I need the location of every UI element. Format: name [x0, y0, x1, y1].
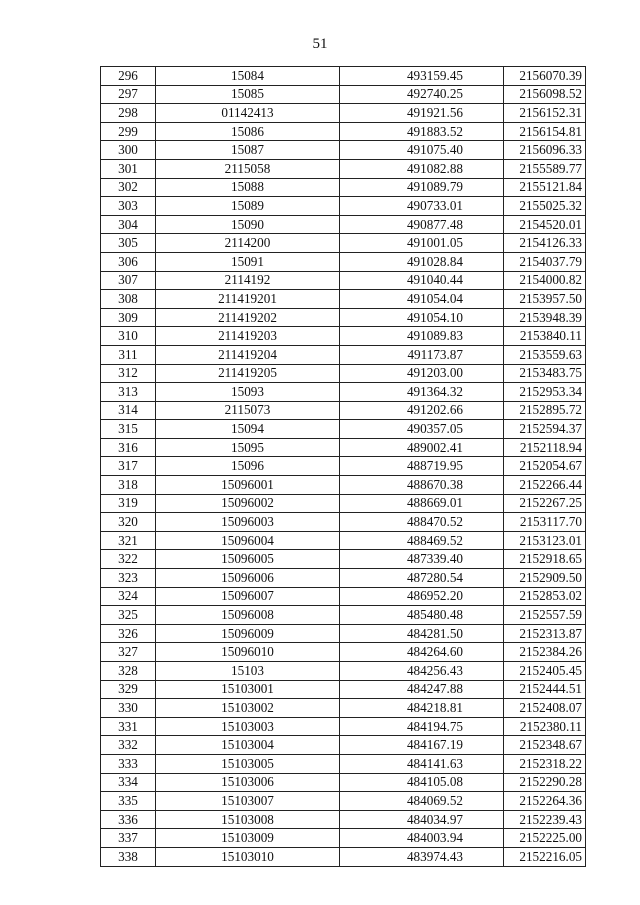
- point-id-cell: 15103009: [156, 829, 340, 848]
- table-row: [101, 531, 586, 550]
- y-coordinate-cell: 2152853.02: [504, 587, 586, 606]
- point-number-cell: 334: [101, 773, 156, 792]
- table-row: [101, 457, 586, 476]
- point-number-cell: 320: [101, 513, 156, 532]
- point-id-cell: 15089: [156, 197, 340, 216]
- point-id-cell: 15103007: [156, 792, 340, 811]
- x-coordinate-cell: 484247.88: [340, 680, 504, 699]
- x-coordinate-cell: 484003.94: [340, 829, 504, 848]
- point-id-cell: 15096009: [156, 624, 340, 643]
- table-row: [101, 438, 586, 457]
- x-coordinate-cell: 491089.79: [340, 178, 504, 197]
- table-row: [101, 141, 586, 160]
- x-coordinate-cell: 491883.52: [340, 122, 504, 141]
- table-row: [101, 606, 586, 625]
- table-row: [101, 680, 586, 699]
- x-coordinate-cell: 484218.81: [340, 699, 504, 718]
- page-number: 51: [312, 36, 328, 52]
- point-id-cell: 15088: [156, 178, 340, 197]
- point-id-cell: 211419203: [156, 327, 340, 346]
- x-coordinate-cell: 491203.00: [340, 364, 504, 383]
- x-coordinate-cell: 484281.50: [340, 624, 504, 643]
- x-coordinate-cell: 488469.52: [340, 531, 504, 550]
- x-coordinate-cell: 490877.48: [340, 215, 504, 234]
- y-coordinate-cell: 2154520.01: [504, 215, 586, 234]
- point-id-cell: 15086: [156, 122, 340, 141]
- y-coordinate-cell: 2156096.33: [504, 141, 586, 160]
- x-coordinate-cell: 483974.43: [340, 847, 504, 866]
- y-coordinate-cell: 2152405.45: [504, 662, 586, 681]
- point-number-cell: 325: [101, 606, 156, 625]
- y-coordinate-cell: 2152348.67: [504, 736, 586, 755]
- y-coordinate-cell: 2156152.31: [504, 104, 586, 123]
- point-id-cell: 211419204: [156, 345, 340, 364]
- point-id-cell: 15103010: [156, 847, 340, 866]
- point-id-cell: 15090: [156, 215, 340, 234]
- table-row: [101, 810, 586, 829]
- x-coordinate-cell: 487339.40: [340, 550, 504, 569]
- point-id-cell: 15103001: [156, 680, 340, 699]
- table-row: [101, 643, 586, 662]
- x-coordinate-cell: 485480.48: [340, 606, 504, 625]
- table-row: [101, 550, 586, 569]
- point-id-cell: 01142413: [156, 104, 340, 123]
- point-id-cell: 211419205: [156, 364, 340, 383]
- y-coordinate-cell: 2155589.77: [504, 159, 586, 178]
- x-coordinate-cell: 488719.95: [340, 457, 504, 476]
- x-coordinate-cell: 491054.10: [340, 308, 504, 327]
- point-id-cell: 15096002: [156, 494, 340, 513]
- y-coordinate-cell: 2152054.67: [504, 457, 586, 476]
- x-coordinate-cell: 491075.40: [340, 141, 504, 160]
- y-coordinate-cell: 2152384.26: [504, 643, 586, 662]
- table-row: [101, 252, 586, 271]
- table-row: [101, 829, 586, 848]
- x-coordinate-cell: 488670.38: [340, 476, 504, 495]
- point-id-cell: 15091: [156, 252, 340, 271]
- y-coordinate-cell: 2153840.11: [504, 327, 586, 346]
- y-coordinate-cell: 2152225.00: [504, 829, 586, 848]
- point-number-cell: 329: [101, 680, 156, 699]
- point-number-cell: 316: [101, 438, 156, 457]
- table-row: [101, 717, 586, 736]
- x-coordinate-cell: 486952.20: [340, 587, 504, 606]
- x-coordinate-cell: 484194.75: [340, 717, 504, 736]
- table-row: [101, 847, 586, 866]
- x-coordinate-cell: 491089.83: [340, 327, 504, 346]
- point-number-cell: 310: [101, 327, 156, 346]
- point-id-cell: 15096001: [156, 476, 340, 495]
- table-row: [101, 290, 586, 309]
- table-row: [101, 494, 586, 513]
- table-row: [101, 271, 586, 290]
- point-number-cell: 327: [101, 643, 156, 662]
- x-coordinate-cell: 490733.01: [340, 197, 504, 216]
- table-row: [101, 792, 586, 811]
- point-number-cell: 298: [101, 104, 156, 123]
- point-number-cell: 304: [101, 215, 156, 234]
- y-coordinate-cell: 2152318.22: [504, 754, 586, 773]
- point-id-cell: 15096006: [156, 569, 340, 588]
- table-row: [101, 754, 586, 773]
- y-coordinate-cell: 2153948.39: [504, 308, 586, 327]
- point-number-cell: 335: [101, 792, 156, 811]
- y-coordinate-cell: 2152216.05: [504, 847, 586, 866]
- point-id-cell: 15087: [156, 141, 340, 160]
- point-id-cell: 2114200: [156, 234, 340, 253]
- x-coordinate-cell: 487280.54: [340, 569, 504, 588]
- point-id-cell: 2114192: [156, 271, 340, 290]
- table-row: [101, 327, 586, 346]
- table-row: [101, 773, 586, 792]
- point-number-cell: 336: [101, 810, 156, 829]
- point-number-cell: 332: [101, 736, 156, 755]
- y-coordinate-cell: 2152953.34: [504, 383, 586, 402]
- point-number-cell: 297: [101, 85, 156, 104]
- y-coordinate-cell: 2154126.33: [504, 234, 586, 253]
- table-row: [101, 104, 586, 123]
- point-number-cell: 338: [101, 847, 156, 866]
- table-row: [101, 587, 586, 606]
- point-id-cell: 15085: [156, 85, 340, 104]
- coordinates-table-body: [101, 67, 586, 867]
- table-row: [101, 699, 586, 718]
- y-coordinate-cell: 2152118.94: [504, 438, 586, 457]
- table-row: [101, 662, 586, 681]
- point-id-cell: 15093: [156, 383, 340, 402]
- table-row: [101, 513, 586, 532]
- x-coordinate-cell: 491364.32: [340, 383, 504, 402]
- table-row: [101, 383, 586, 402]
- point-number-cell: 319: [101, 494, 156, 513]
- table-row: [101, 197, 586, 216]
- point-number-cell: 296: [101, 67, 156, 86]
- table-row: [101, 476, 586, 495]
- y-coordinate-cell: 2152557.59: [504, 606, 586, 625]
- point-number-cell: 324: [101, 587, 156, 606]
- point-id-cell: 15096010: [156, 643, 340, 662]
- point-id-cell: 15103003: [156, 717, 340, 736]
- x-coordinate-cell: 484141.63: [340, 754, 504, 773]
- x-coordinate-cell: 491028.84: [340, 252, 504, 271]
- x-coordinate-cell: 484105.08: [340, 773, 504, 792]
- point-number-cell: 337: [101, 829, 156, 848]
- point-number-cell: 311: [101, 345, 156, 364]
- x-coordinate-cell: 484167.19: [340, 736, 504, 755]
- x-coordinate-cell: 488669.01: [340, 494, 504, 513]
- x-coordinate-cell: 484264.60: [340, 643, 504, 662]
- x-coordinate-cell: 491001.05: [340, 234, 504, 253]
- point-id-cell: 2115073: [156, 401, 340, 420]
- point-id-cell: 15096004: [156, 531, 340, 550]
- y-coordinate-cell: 2153483.75: [504, 364, 586, 383]
- point-number-cell: 300: [101, 141, 156, 160]
- point-number-cell: 313: [101, 383, 156, 402]
- y-coordinate-cell: 2154000.82: [504, 271, 586, 290]
- point-number-cell: 312: [101, 364, 156, 383]
- point-number-cell: 308: [101, 290, 156, 309]
- point-number-cell: 328: [101, 662, 156, 681]
- x-coordinate-cell: 491040.44: [340, 271, 504, 290]
- y-coordinate-cell: 2156070.39: [504, 67, 586, 86]
- point-number-cell: 330: [101, 699, 156, 718]
- table-row: [101, 159, 586, 178]
- point-number-cell: 333: [101, 754, 156, 773]
- point-id-cell: 15103005: [156, 754, 340, 773]
- y-coordinate-cell: 2153559.63: [504, 345, 586, 364]
- x-coordinate-cell: 484069.52: [340, 792, 504, 811]
- table-row: [101, 736, 586, 755]
- y-coordinate-cell: 2156154.81: [504, 122, 586, 141]
- table-row: [101, 420, 586, 439]
- table-row: [101, 345, 586, 364]
- y-coordinate-cell: 2156098.52: [504, 85, 586, 104]
- table-row: [101, 569, 586, 588]
- point-number-cell: 309: [101, 308, 156, 327]
- table-row: [101, 178, 586, 197]
- table-row: [101, 308, 586, 327]
- point-id-cell: 15103004: [156, 736, 340, 755]
- y-coordinate-cell: 2152444.51: [504, 680, 586, 699]
- point-number-cell: 326: [101, 624, 156, 643]
- x-coordinate-cell: 493159.45: [340, 67, 504, 86]
- point-number-cell: 322: [101, 550, 156, 569]
- x-coordinate-cell: 491921.56: [340, 104, 504, 123]
- point-number-cell: 302: [101, 178, 156, 197]
- point-number-cell: 307: [101, 271, 156, 290]
- point-number-cell: 315: [101, 420, 156, 439]
- point-id-cell: 15094: [156, 420, 340, 439]
- point-id-cell: 15103: [156, 662, 340, 681]
- y-coordinate-cell: 2152380.11: [504, 717, 586, 736]
- x-coordinate-cell: 484034.97: [340, 810, 504, 829]
- point-number-cell: 305: [101, 234, 156, 253]
- x-coordinate-cell: 484256.43: [340, 662, 504, 681]
- point-number-cell: 303: [101, 197, 156, 216]
- point-id-cell: 15084: [156, 67, 340, 86]
- y-coordinate-cell: 2155121.84: [504, 178, 586, 197]
- point-id-cell: 15096003: [156, 513, 340, 532]
- y-coordinate-cell: 2152239.43: [504, 810, 586, 829]
- point-number-cell: 317: [101, 457, 156, 476]
- x-coordinate-cell: 491054.04: [340, 290, 504, 309]
- point-number-cell: 323: [101, 569, 156, 588]
- x-coordinate-cell: 488470.52: [340, 513, 504, 532]
- table-row: [101, 67, 586, 86]
- x-coordinate-cell: 491202.66: [340, 401, 504, 420]
- x-coordinate-cell: 492740.25: [340, 85, 504, 104]
- table-row: [101, 215, 586, 234]
- point-id-cell: 15103002: [156, 699, 340, 718]
- y-coordinate-cell: 2152895.72: [504, 401, 586, 420]
- point-id-cell: 2115058: [156, 159, 340, 178]
- y-coordinate-cell: 2152918.65: [504, 550, 586, 569]
- point-id-cell: 15103006: [156, 773, 340, 792]
- y-coordinate-cell: 2152909.50: [504, 569, 586, 588]
- y-coordinate-cell: 2155025.32: [504, 197, 586, 216]
- x-coordinate-cell: 489002.41: [340, 438, 504, 457]
- point-number-cell: 299: [101, 122, 156, 141]
- point-id-cell: 15096005: [156, 550, 340, 569]
- point-id-cell: 15095: [156, 438, 340, 457]
- point-id-cell: 15096007: [156, 587, 340, 606]
- table-row: [101, 364, 586, 383]
- x-coordinate-cell: 491082.88: [340, 159, 504, 178]
- table-row: [101, 401, 586, 420]
- table-row: [101, 122, 586, 141]
- point-id-cell: 15096: [156, 457, 340, 476]
- table-row: [101, 234, 586, 253]
- point-number-cell: 331: [101, 717, 156, 736]
- point-number-cell: 321: [101, 531, 156, 550]
- table-row: [101, 85, 586, 104]
- point-id-cell: 211419202: [156, 308, 340, 327]
- y-coordinate-cell: 2152408.07: [504, 699, 586, 718]
- y-coordinate-cell: 2154037.79: [504, 252, 586, 271]
- point-id-cell: 15096008: [156, 606, 340, 625]
- x-coordinate-cell: 491173.87: [340, 345, 504, 364]
- point-number-cell: 318: [101, 476, 156, 495]
- y-coordinate-cell: 2152594.37: [504, 420, 586, 439]
- y-coordinate-cell: 2153117.70: [504, 513, 586, 532]
- y-coordinate-cell: 2152290.28: [504, 773, 586, 792]
- table-row: [101, 624, 586, 643]
- y-coordinate-cell: 2152266.44: [504, 476, 586, 495]
- point-number-cell: 301: [101, 159, 156, 178]
- x-coordinate-cell: 490357.05: [340, 420, 504, 439]
- y-coordinate-cell: 2152313.87: [504, 624, 586, 643]
- point-id-cell: 211419201: [156, 290, 340, 309]
- point-number-cell: 314: [101, 401, 156, 420]
- y-coordinate-cell: 2152267.25: [504, 494, 586, 513]
- y-coordinate-cell: 2152264.36: [504, 792, 586, 811]
- y-coordinate-cell: 2153123.01: [504, 531, 586, 550]
- point-id-cell: 15103008: [156, 810, 340, 829]
- coordinates-table: [100, 66, 586, 867]
- y-coordinate-cell: 2153957.50: [504, 290, 586, 309]
- point-number-cell: 306: [101, 252, 156, 271]
